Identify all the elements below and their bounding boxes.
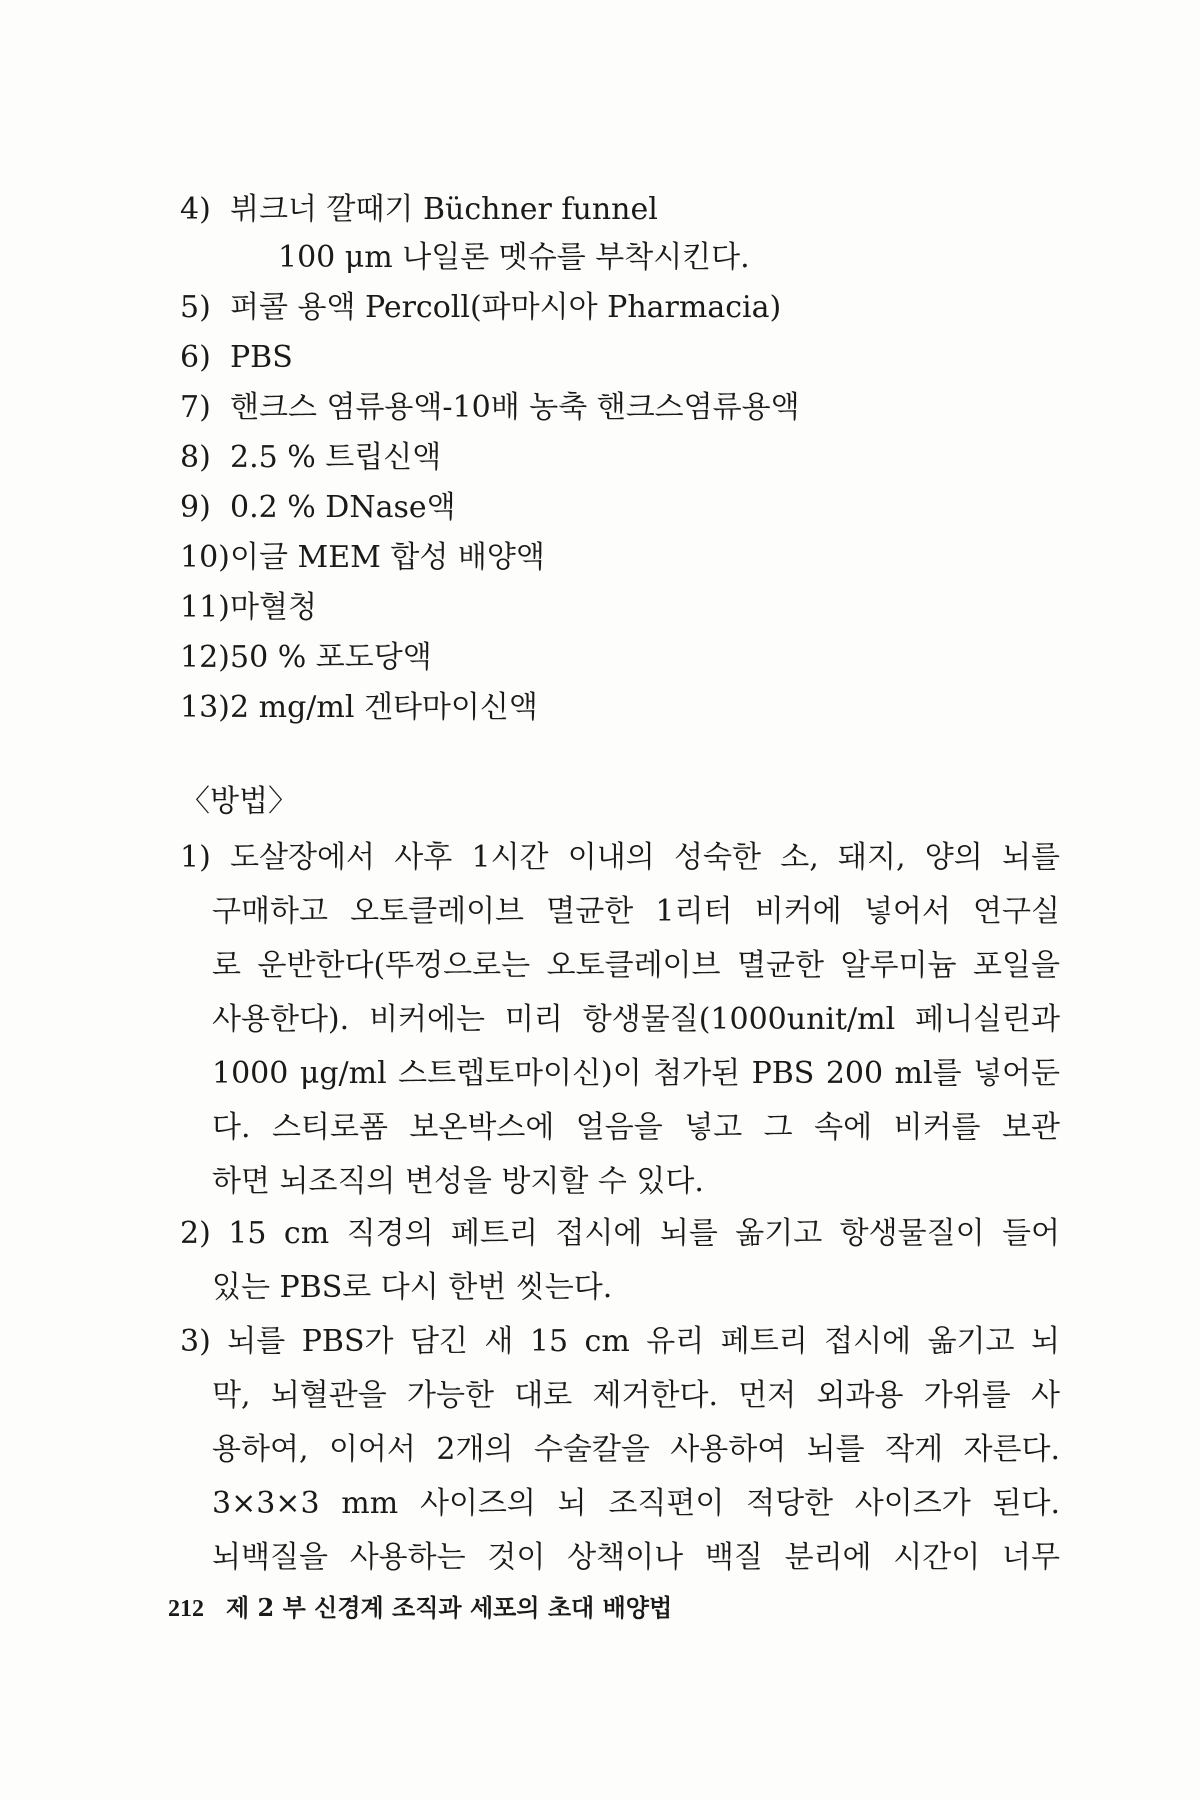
material-item-13 <box>180 688 538 728</box>
item-text: PBS <box>230 340 293 375</box>
method-heading: 〈방법〉 <box>180 784 298 819</box>
method-step-2-line: 있는 PBS로 다시 한번 씻는다. <box>212 1270 613 1305</box>
method-step-1-line: 1000 μg/ml 스트렙토마이신)이 첨가된 PBS 200 ml를 넣어둔 <box>212 1056 1060 1091</box>
material-item-6 <box>180 338 293 378</box>
item-text: 퍼콜 용액 Percoll(파마시아 Pharmacia) <box>230 290 782 325</box>
material-item-8 <box>180 438 441 478</box>
page-number: 212 <box>168 1596 204 1622</box>
method-step-3-line: 막, 뇌혈관을 가능한 대로 제거한다. 먼저 외과용 가위를 사 <box>212 1378 1060 1413</box>
item-number: 5) <box>180 290 211 325</box>
item-number: 11) <box>180 590 230 625</box>
material-item-4 <box>180 190 658 230</box>
method-step-1-line: 사용한다). 비커에는 미리 항생물질(1000unit/ml 페니실린과 <box>212 1002 1060 1037</box>
method-step-3-line: 용하여, 이어서 2개의 수술칼을 사용하여 뇌를 작게 자른다. <box>212 1432 1060 1467</box>
method-step-3-line: 뇌백질을 사용하는 것이 상책이나 백질 분리에 시간이 너무 <box>212 1540 1060 1575</box>
material-item-12 <box>180 638 432 678</box>
material-item-11 <box>180 588 317 628</box>
item-number: 7) <box>180 390 211 425</box>
item-text: 뷔크너 깔때기 Büchner funnel <box>230 192 658 227</box>
method-step-3-line: 3×3×3 mm 사이즈의 뇌 조직편이 적당한 사이즈가 된다. <box>212 1486 1060 1521</box>
item-text: 100 μm 나일론 멧슈를 부착시킨다. <box>278 240 750 275</box>
item-text: 마혈청 <box>230 590 317 625</box>
item-text: 이글 MEM 합성 배양액 <box>230 540 545 575</box>
item-text: 50 % 포도당액 <box>230 640 432 675</box>
item-text: 핸크스 염류용액-10배 농축 핸크스염류용액 <box>230 390 800 425</box>
material-item-10 <box>180 538 545 578</box>
material-item-5 <box>180 288 781 328</box>
item-number: 13) <box>180 690 230 725</box>
item-number: 9) <box>180 490 211 525</box>
running-title: 제 2 부 신경계 조직과 세포의 초대 배양법 <box>226 1593 673 1622</box>
item-number: 8) <box>180 440 211 475</box>
page-footer <box>168 1588 672 1623</box>
method-step-2-line: 2) 15 cm 직경의 페트리 접시에 뇌를 옮기고 항생물질이 들어 <box>180 1216 1060 1251</box>
method-step-1-line: 1) 도살장에서 사후 1시간 이내의 성숙한 소, 돼지, 양의 뇌를 <box>180 840 1060 875</box>
item-number: 4) <box>180 192 211 227</box>
item-number: 6) <box>180 340 211 375</box>
material-item-note <box>278 238 750 278</box>
item-text: 0.2 % DNase액 <box>230 490 456 525</box>
method-step-1-line: 하면 뇌조직의 변성을 방지할 수 있다. <box>212 1164 704 1199</box>
material-item-9 <box>180 488 456 528</box>
method-step-1-line: 다. 스티로폼 보온박스에 얼음을 넣고 그 속에 비커를 보관 <box>212 1110 1060 1145</box>
method-step-1-line: 로 운반한다(뚜껑으로는 오토클레이브 멸균한 알루미늄 포일을 <box>212 948 1060 983</box>
item-text: 2 mg/ml 겐타마이신액 <box>230 690 538 725</box>
method-step-1-line: 구매하고 오토클레이브 멸균한 1리터 비커에 넣어서 연구실 <box>212 894 1060 929</box>
item-text: 2.5 % 트립신액 <box>230 440 442 475</box>
item-number: 12) <box>180 640 230 675</box>
material-item-7 <box>180 388 800 428</box>
item-number: 10) <box>180 540 230 575</box>
method-step-3-line: 3) 뇌를 PBS가 담긴 새 15 cm 유리 페트리 접시에 옮기고 뇌 <box>180 1324 1060 1359</box>
